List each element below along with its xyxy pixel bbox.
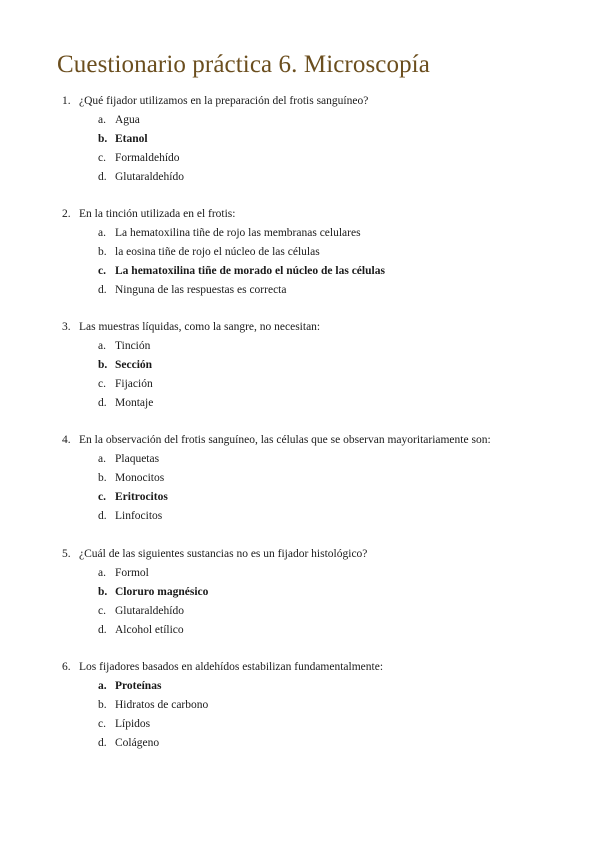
- option-letter: a.: [98, 567, 106, 579]
- option-text: Sección: [115, 359, 153, 371]
- answer-option: [0, 224, 600, 243]
- answer-option: [0, 375, 600, 394]
- question-block: [0, 205, 600, 300]
- option-text: Colágeno: [115, 737, 160, 749]
- option-letter: b.: [98, 246, 107, 258]
- answer-option-correct: [0, 356, 600, 375]
- option-text: la eosina tiñe de rojo el núcleo de las células: [115, 246, 320, 258]
- answer-option: [0, 507, 600, 526]
- question-number: 4.: [62, 434, 71, 446]
- option-letter: d.: [98, 284, 107, 296]
- option-letter: c.: [98, 378, 106, 390]
- option-text: Tinción: [115, 340, 151, 352]
- answer-option: [0, 168, 600, 187]
- question-block: [0, 92, 600, 187]
- answer-option: [0, 564, 600, 583]
- question-number: 6.: [62, 661, 71, 673]
- option-text: Agua: [115, 114, 140, 126]
- option-letter: a.: [98, 340, 106, 352]
- option-letter: d.: [98, 510, 107, 522]
- option-letter: c.: [98, 265, 106, 277]
- answer-option: [0, 281, 600, 300]
- option-text: Fijación: [115, 378, 153, 390]
- question-block: [0, 318, 600, 413]
- option-letter: d.: [98, 624, 107, 636]
- option-letter: d.: [98, 397, 107, 409]
- question-text: En la observación del frotis sanguíneo, las células que se observan mayoritariamente son:: [79, 434, 491, 446]
- answer-option: [0, 394, 600, 413]
- option-text: La hematoxilina tiñe de morado el núcleo de las células: [115, 265, 385, 277]
- option-text: Eritrocitos: [115, 491, 168, 503]
- option-text: Glutaraldehído: [115, 171, 184, 183]
- question-block: [0, 658, 600, 753]
- option-letter: a.: [98, 227, 106, 239]
- option-letter: c.: [98, 152, 106, 164]
- option-letter: a.: [98, 114, 106, 126]
- option-letter: b.: [98, 359, 108, 371]
- answer-option: [0, 243, 600, 262]
- option-text: Hidratos de carbono: [115, 699, 209, 711]
- question-number: 5.: [62, 548, 71, 560]
- question-text: ¿Cuál de las siguientes sustancias no es un fijador histológico?: [79, 548, 368, 560]
- answer-option: [0, 602, 600, 621]
- option-text: Monocitos: [115, 472, 165, 484]
- question-number: 3.: [62, 321, 71, 333]
- option-text: Montaje: [115, 397, 154, 409]
- option-letter: c.: [98, 605, 106, 617]
- question-number: 2.: [62, 208, 71, 220]
- option-text: Plaquetas: [115, 453, 160, 465]
- answer-option-correct: [0, 262, 600, 281]
- page-title: Cuestionario práctica 6. Microscopía: [57, 51, 430, 78]
- option-text: Ninguna de las respuestas es correcta: [115, 284, 287, 296]
- question-row: [0, 545, 600, 564]
- answer-option: [0, 111, 600, 130]
- option-text: Alcohol etílico: [115, 624, 184, 636]
- answer-option: [0, 149, 600, 168]
- question-row: [0, 318, 600, 337]
- option-text: Lípidos: [115, 718, 151, 730]
- answer-option-correct: [0, 488, 600, 507]
- option-text: La hematoxilina tiñe de rojo las membranas celulares: [115, 227, 361, 239]
- option-text: Etanol: [115, 133, 148, 145]
- option-text: Cloruro magnésico: [115, 586, 209, 598]
- option-letter: b.: [98, 699, 107, 711]
- question-row: [0, 658, 600, 677]
- option-letter: b.: [98, 472, 107, 484]
- option-letter: d.: [98, 737, 107, 749]
- option-text: Proteínas: [115, 680, 162, 692]
- option-text: Formol: [115, 567, 149, 579]
- answer-option: [0, 621, 600, 640]
- option-letter: b.: [98, 586, 108, 598]
- answer-option-correct: [0, 130, 600, 149]
- question-number: 1.: [62, 95, 71, 107]
- option-letter: d.: [98, 171, 107, 183]
- question-text: En la tinción utilizada en el frotis:: [79, 208, 236, 220]
- answer-option-correct: [0, 677, 600, 696]
- option-letter: c.: [98, 718, 106, 730]
- option-text: Glutaraldehído: [115, 605, 184, 617]
- question-row: [0, 431, 600, 450]
- question-text: Las muestras líquidas, como la sangre, no necesitan:: [79, 321, 321, 333]
- option-letter: c.: [98, 491, 106, 503]
- answer-option: [0, 734, 600, 753]
- question-row: [0, 205, 600, 224]
- option-letter: a.: [98, 453, 106, 465]
- answer-option: [0, 337, 600, 356]
- answer-option: [0, 469, 600, 488]
- question-text: Los fijadores basados en aldehídos estabilizan fundamentalmente:: [79, 661, 384, 673]
- option-text: Linfocitos: [115, 510, 163, 522]
- answer-option-correct: [0, 583, 600, 602]
- answer-option: [0, 450, 600, 469]
- option-letter: b.: [98, 133, 108, 145]
- option-letter: a.: [98, 680, 107, 692]
- question-block: [0, 545, 600, 640]
- option-text: Formaldehído: [115, 152, 180, 164]
- question-text: ¿Qué fijador utilizamos en la preparación del frotis sanguíneo?: [79, 95, 369, 107]
- question-row: [0, 92, 600, 111]
- answer-option: [0, 715, 600, 734]
- question-block: [0, 431, 600, 526]
- answer-option: [0, 696, 600, 715]
